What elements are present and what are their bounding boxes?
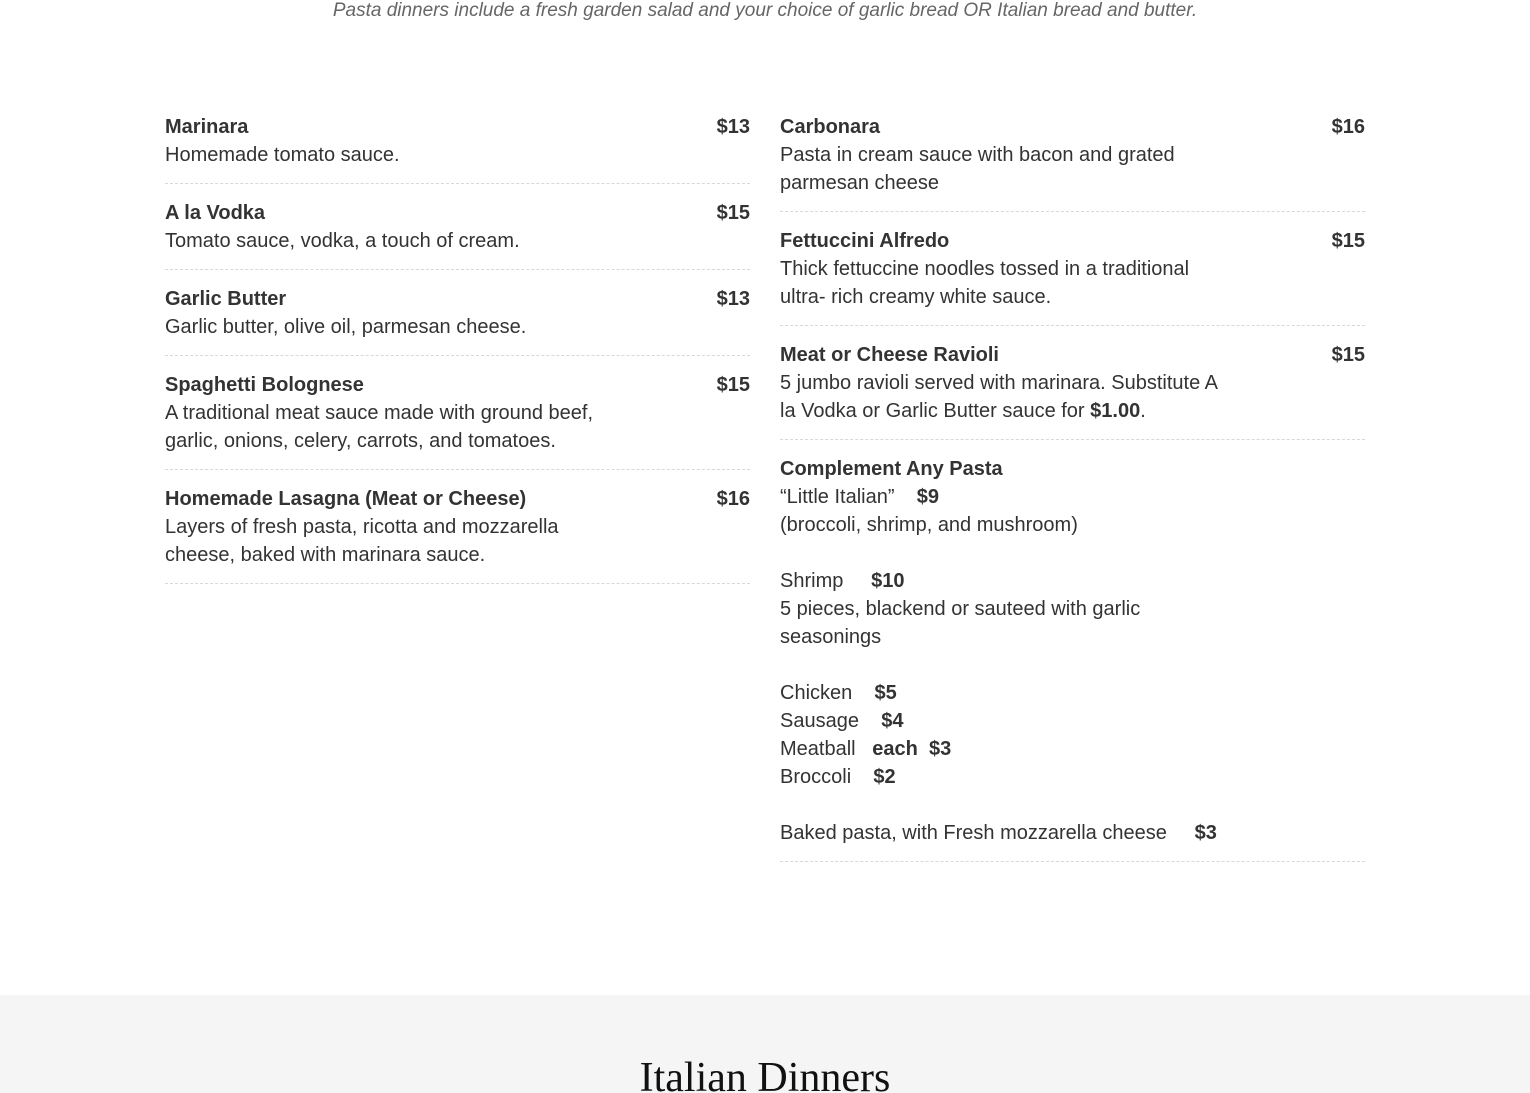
item-description-text: 5 jumbo ravioli served with marinara. Substitute A la Vodka or Garlic Butter sauce for — [780, 372, 1217, 422]
item-name: Fettuccini Alfredo — [780, 230, 950, 252]
chicken-label: Chicken — [780, 682, 853, 704]
broccoli-label: Broccoli — [780, 766, 852, 788]
meatball-label: Meatball — [780, 738, 856, 760]
item-name: Garlic Butter — [165, 288, 287, 310]
baked-pasta-price: $3 — [1194, 822, 1217, 844]
menu-item — [165, 199, 750, 270]
item-price: $16 — [716, 488, 750, 510]
complement-section — [780, 455, 1365, 862]
broccoli-price: $2 — [873, 766, 896, 788]
menu-item — [780, 341, 1365, 440]
item-price: $15 — [1331, 344, 1365, 366]
little-italian-desc: (broccoli, shrimp, and mushroom) — [780, 514, 1078, 536]
menu-item — [780, 227, 1365, 326]
item-name: Spaghetti Bolognese — [165, 374, 364, 396]
baked-pasta-label: Baked pasta, with Fresh mozzarella cheese — [780, 822, 1167, 844]
substitute-price: $1.00 — [1090, 400, 1141, 422]
sausage-label: Sausage — [780, 710, 859, 732]
little-italian-price: $9 — [916, 486, 939, 508]
menu-item — [780, 113, 1365, 212]
item-name: Homemade Lasagna (Meat or Cheese) — [165, 488, 527, 510]
meatball-line — [780, 735, 1365, 763]
sausage-price: $4 — [881, 710, 904, 732]
section-title: Italian Dinners — [639, 1055, 891, 1093]
shrimp-desc: 5 pieces, blackend or sauteed with garlic seasonings — [780, 598, 1141, 648]
meatball-price: $3 — [929, 738, 952, 760]
left-menu-column — [165, 113, 750, 599]
menu-item — [165, 285, 750, 356]
right-menu-column — [780, 113, 1365, 877]
menu-item — [165, 113, 750, 184]
little-italian-label: “Little Italian” — [780, 486, 895, 508]
menu-item — [165, 485, 750, 584]
menu-item — [165, 371, 750, 470]
item-description: Thick fettuccine noodles tossed in a traditional ultra- rich creamy white sauce. — [780, 258, 1190, 308]
intro-note: Pasta dinners include a fresh garden salad and your choice of garlic bread OR Italian bread and butter. — [332, 0, 1198, 21]
chicken-price: $5 — [874, 682, 897, 704]
item-price: $13 — [716, 288, 750, 310]
item-name: Meat or Cheese Ravioli — [780, 344, 999, 366]
item-price: $16 — [1331, 116, 1365, 138]
item-description: Tomato sauce, vodka, a touch of cream. — [165, 230, 520, 252]
item-description: Homemade tomato sauce. — [165, 144, 400, 166]
complement-title: Complement Any Pasta — [780, 458, 1003, 480]
chicken-line — [780, 679, 1365, 707]
item-name: Carbonara — [780, 116, 881, 138]
sausage-line — [780, 707, 1365, 735]
item-price: $15 — [1331, 230, 1365, 252]
shrimp-line — [780, 567, 1365, 595]
broccoli-line — [780, 763, 1365, 791]
little-italian-line — [780, 483, 1365, 511]
shrimp-price: $10 — [871, 570, 905, 592]
baked-pasta-line — [780, 819, 1365, 847]
meatball-each: each — [872, 738, 918, 760]
item-price: $13 — [716, 116, 750, 138]
item-description: Garlic butter, olive oil, parmesan cheese. — [165, 316, 527, 338]
item-name: A la Vodka — [165, 202, 266, 224]
item-description — [780, 369, 1230, 425]
item-price: $15 — [716, 202, 750, 224]
item-description-tail: . — [1140, 400, 1146, 422]
item-description: Layers of fresh pasta, ricotta and mozzarella cheese, baked with marinara sauce. — [165, 516, 559, 566]
item-name: Marinara — [165, 116, 249, 138]
item-description: A traditional meat sauce made with ground beef, garlic, onions, celery, carrots, and tomatoes. — [165, 402, 594, 452]
item-description: Pasta in cream sauce with bacon and grated parmesan cheese — [780, 144, 1175, 194]
shrimp-label: Shrimp — [780, 570, 844, 592]
item-price: $15 — [716, 374, 750, 396]
